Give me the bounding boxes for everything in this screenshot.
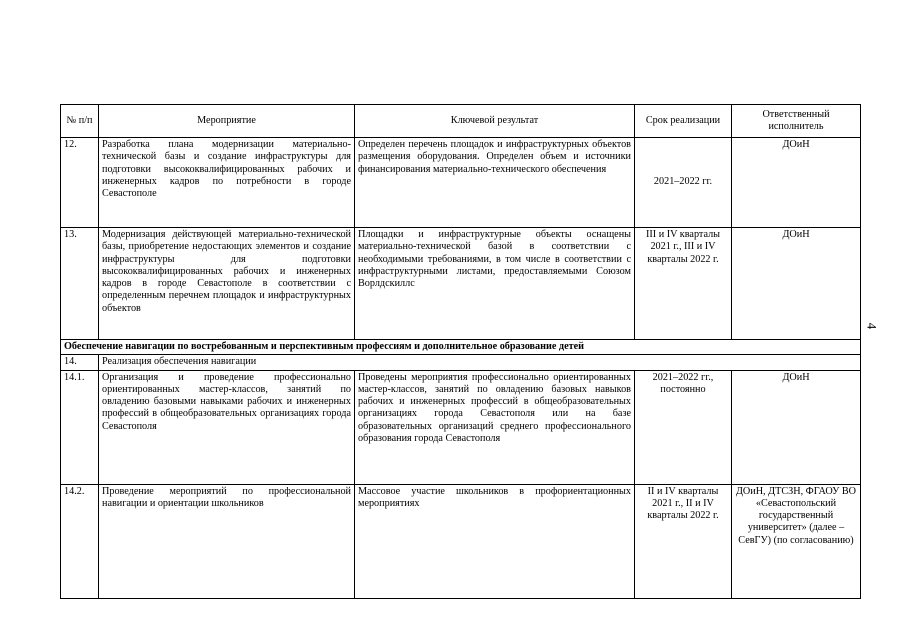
row-result: Проведены мероприятия профессионально ориентированных мастер-классов, занятий по овладению базовых навыков рабочих и инженерных профессий в общеобразовательных организациях города Севастополя или на базе образовательных организаций среднего профессионального образования города Севастополя	[355, 370, 635, 484]
table-row	[61, 484, 861, 598]
row-responsible: ДОиН	[732, 370, 861, 484]
row-result: Определен перечень площадок и инфраструктурных объектов размещения оборудования. Определен объем и источники финансирования материально-технического обеспечения	[355, 138, 635, 228]
row-num: 14.2.	[61, 484, 99, 598]
row-num: 13.	[61, 228, 99, 340]
table-row	[61, 370, 861, 484]
section-row	[61, 340, 861, 355]
row-num: 14.1.	[61, 370, 99, 484]
header-result: Ключевой результат	[355, 105, 635, 138]
table-header-row	[61, 105, 861, 138]
header-event: Мероприятие	[99, 105, 355, 138]
subsection-title: Реализация обеспечения навигации	[99, 355, 861, 370]
plan-table	[60, 104, 861, 599]
row-event: Проведение мероприятий по профессиональной навигации и ориентации школьников	[99, 484, 355, 598]
table-row	[61, 138, 861, 228]
row-event: Разработка плана модернизации материально-технической базы и создание инфраструктуры для подготовки высококвалифицированных рабочих и инженерных кадров по потребности в городе Севастополе	[99, 138, 355, 228]
subsection-num: 14.	[61, 355, 99, 370]
subsection-row	[61, 355, 861, 370]
row-term: III и IV кварталы 2021 г., III и IV кварталы 2022 г.	[635, 228, 732, 340]
row-term: 2021–2022 гг.	[635, 138, 732, 228]
row-result: Площадки и инфраструктурные объекты оснащены материально-технической базой в соответствии с необходимыми требованиями, в том числе в соответствии с инфраструктурными листами, предоставляемыми Союзом Ворлдскиллс	[355, 228, 635, 340]
row-num: 12.	[61, 138, 99, 228]
row-term: 2021–2022 гг., постоянно	[635, 370, 732, 484]
row-responsible: ДОиН	[732, 138, 861, 228]
header-num: № п/п	[61, 105, 99, 138]
section-title: Обеспечение навигации по востребованным и перспективным профессиям и дополнительное образование детей	[61, 340, 861, 355]
row-responsible: ДОиН	[732, 228, 861, 340]
row-event: Модернизация действующей материально-технической базы, приобретение недостающих элементов и создание инфраструктуры для подготовки высококвалифицированных рабочих и инженерных кадров в городе Севастополе в соответствии с определенным перечнем площадок и инфраструктурных объектов	[99, 228, 355, 340]
row-result: Массовое участие школьников в профориентационных мероприятиях	[355, 484, 635, 598]
header-responsible: Ответственный исполнитель	[732, 105, 861, 138]
header-term: Срок реализации	[635, 105, 732, 138]
page-number: 4	[864, 322, 880, 330]
row-responsible: ДОиН, ДТСЗН, ФГАОУ ВО «Севастопольский государственный университет» (далее – СевГУ) (по согласованию)	[732, 484, 861, 598]
row-term: II и IV кварталы 2021 г., II и IV кварталы 2022 г.	[635, 484, 732, 598]
row-event: Организация и проведение профессионально ориентированных мастер-классов, занятий по овладению базовыми навыками рабочих и инженерных профессий в общеобразовательных организациях города Севастополя	[99, 370, 355, 484]
table-row	[61, 228, 861, 340]
